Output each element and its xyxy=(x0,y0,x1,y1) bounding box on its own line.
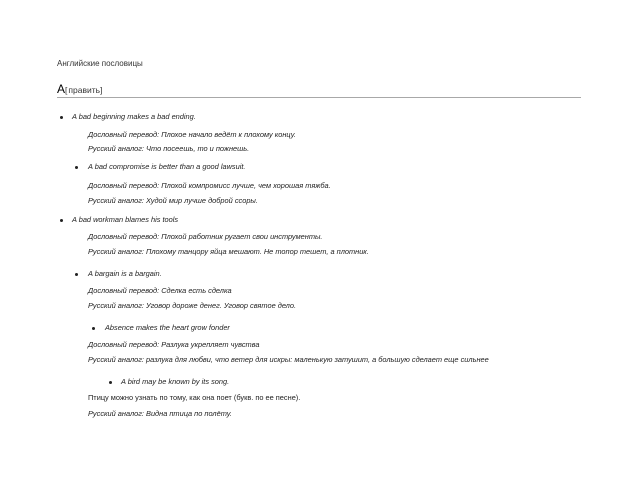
literal-translation: Дословный перевод: Плохой компромисс лучше, чем хорошая тяжба. xyxy=(88,181,331,190)
russian-analog: Русский аналог: разлука для любви, что ветер для искры: маленькую затушит, а большую сделает еще сильнее xyxy=(88,355,489,364)
literal-translation: Дословный перевод: Плохое начало ведёт к плохому концу. xyxy=(88,130,296,139)
proverb-text: A bargain is a bargain. xyxy=(88,269,162,278)
literal-translation: Дословный перевод: Плохой работник ругает свои инструменты. xyxy=(88,232,323,241)
proverb-text: A bad compromise is better than a good lawsuit. xyxy=(88,162,246,171)
heading-divider xyxy=(57,97,581,98)
russian-analog: Русский аналог: Видна птица по полёту. xyxy=(88,409,232,418)
proverb-text: Absence makes the heart grow fonder xyxy=(105,323,230,332)
edit-bracket-close: ] xyxy=(100,85,103,95)
bullet-icon xyxy=(109,381,112,384)
proverb-text: A bad beginning makes a bad ending. xyxy=(72,112,196,121)
bullet-icon xyxy=(75,166,78,169)
literal-translation: Дословный перевод: Разлука укрепляет чувства xyxy=(88,340,260,349)
proverb-text: A bad workman blames his tools xyxy=(72,215,179,224)
russian-analog: Русский аналог: Уговор дороже денег. Уговор святое дело. xyxy=(88,301,297,310)
edit-link[interactable]: править xyxy=(68,85,101,95)
edit-bracket-open: [ xyxy=(65,85,68,95)
russian-analog: Русский аналог: Что посеешь, то и пожнешь. xyxy=(88,144,250,153)
bullet-icon xyxy=(60,219,63,222)
russian-analog: Русский аналог: Худой мир лучше доброй ссоры. xyxy=(88,196,258,205)
section-letter: A xyxy=(57,82,66,96)
bullet-icon xyxy=(75,273,78,276)
bullet-icon xyxy=(60,116,63,119)
literal-translation: Птицу можно узнать по тому, как она поет (букв. по ее песне). xyxy=(88,393,301,402)
document-title: Английские пословицы xyxy=(57,59,143,68)
section-heading xyxy=(57,82,102,96)
bullet-icon xyxy=(92,327,95,330)
literal-translation: Дословный перевод: Сделка есть сделка xyxy=(88,286,232,295)
proverb-text: A bird may be known by its song. xyxy=(121,377,230,386)
russian-analog: Русский аналог: Плохому танцору яйца мешают. Не топор тешет, а плотник. xyxy=(88,247,369,256)
